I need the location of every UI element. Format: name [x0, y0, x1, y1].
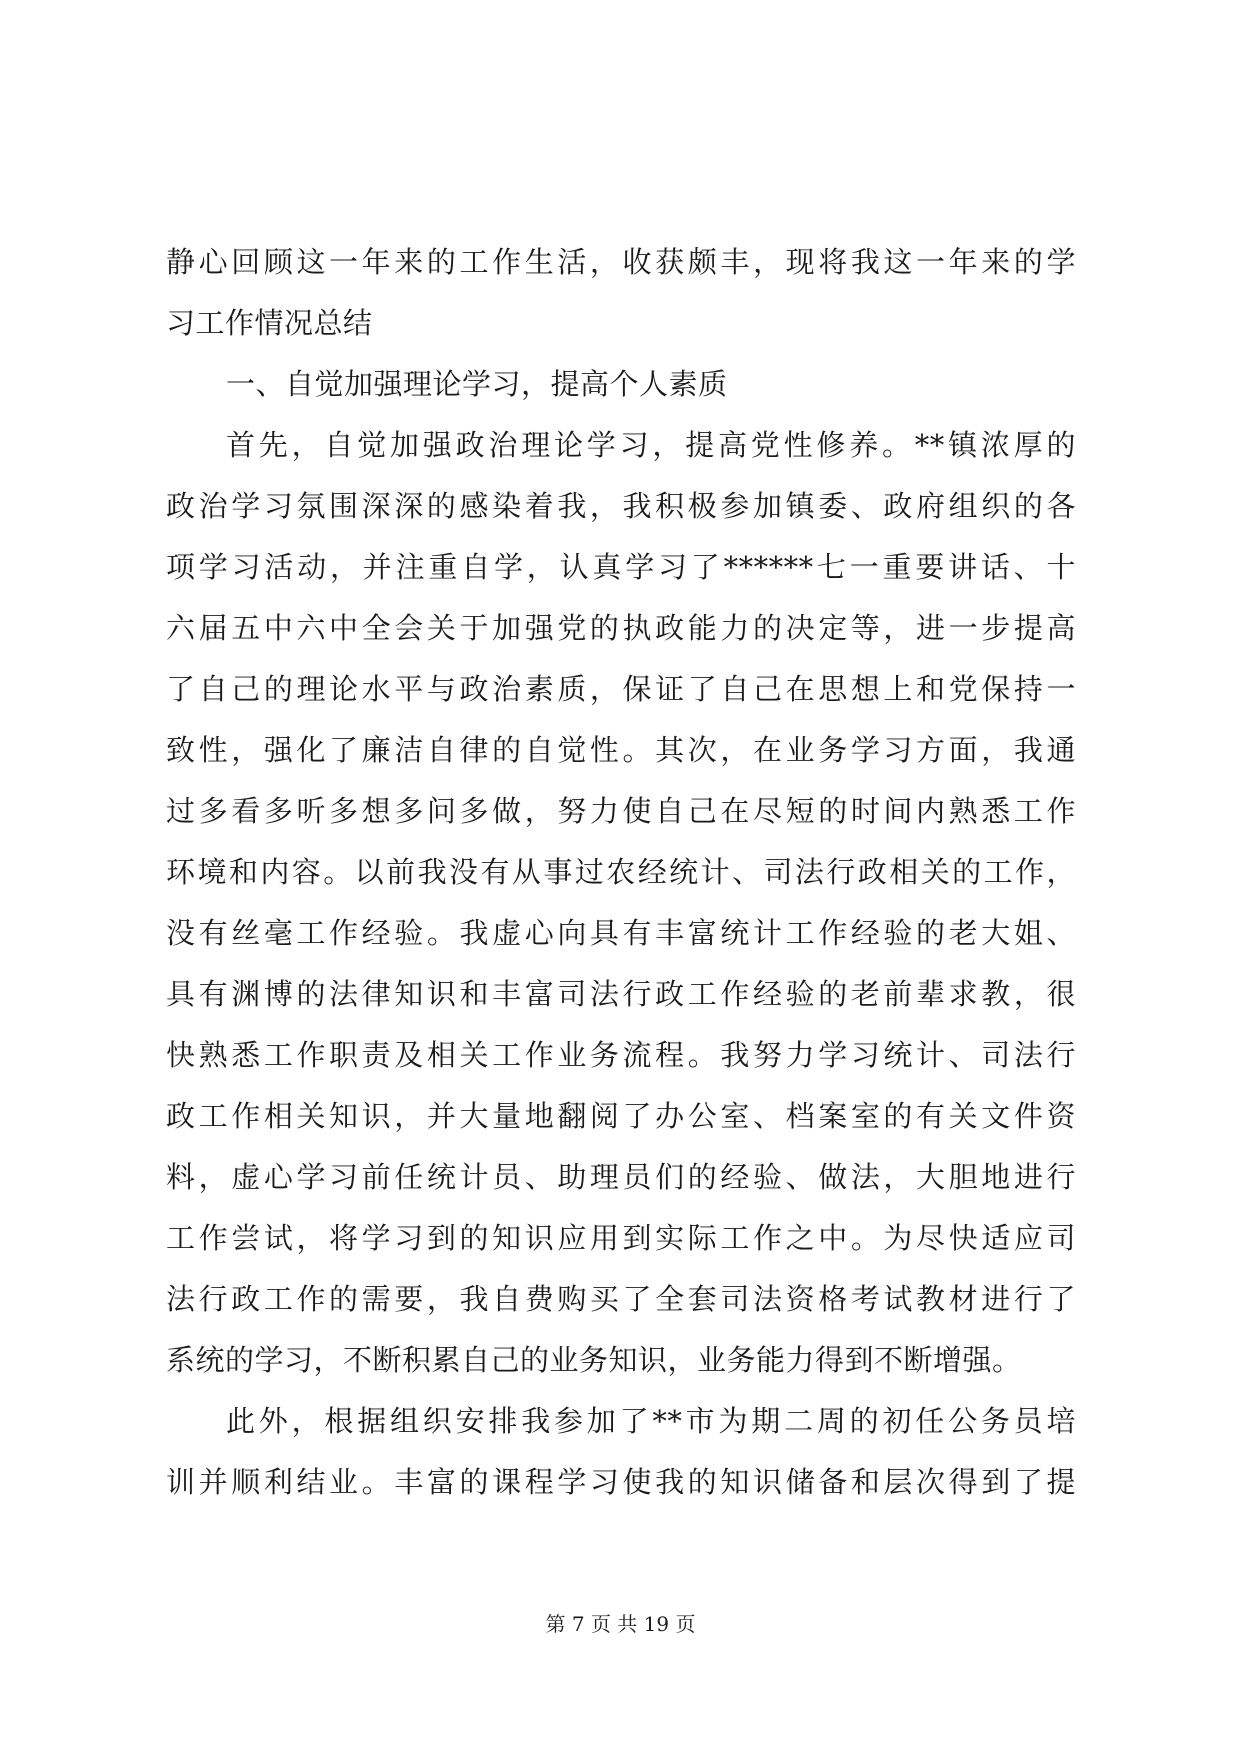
text-line-12: 没有丝毫工作经验。我虚心向具有丰富统计工作经验的老大姐、	[166, 916, 1076, 950]
text-line-6: 项学习活动，并注重自学，认真学习了******七一重要讲话、十	[166, 550, 1076, 584]
text-line-11: 环境和内容。以前我没有从事过农经统计、司法行政相关的工作，	[166, 855, 1076, 889]
text-line-8: 了自己的理论水平与政治素质，保证了自己在思想上和党保持一	[166, 672, 1076, 706]
text-line-15: 政工作相关知识，并大量地翻阅了办公室、档案室的有关文件资	[166, 1099, 1076, 1133]
text-line-21: 训并顺利结业。丰富的课程学习使我的知识储备和层次得到了提	[166, 1465, 1076, 1499]
text-line-10: 过多看多听多想多问多做，努力使自己在尽短的时间内熟悉工作	[166, 794, 1076, 828]
body-text	[166, 232, 1076, 1513]
text-line-20: 此外，根据组织安排我参加了**市为期二周的初任公务员培	[226, 1404, 1076, 1438]
text-line-5: 政治学习氛围深深的感染着我，我积极参加镇委、政府组织的各	[166, 489, 1076, 523]
page-footer: 第 7 页 共 19 页	[545, 1612, 696, 1636]
text-line-16: 料，虚心学习前任统计员、助理员们的经验、做法，大胆地进行	[166, 1160, 1076, 1194]
text-line-19: 系统的学习，不断积累自己的业务知识，业务能力得到不断增强。	[166, 1343, 1022, 1377]
text-line-2: 习工作情况总结	[166, 306, 373, 340]
text-line-1: 静心回顾这一年来的工作生活，收获颇丰，现将我这一年来的学	[166, 245, 1076, 279]
text-line-18: 法行政工作的需要，我自费购买了全套司法资格考试教材进行了	[166, 1282, 1076, 1316]
text-line-4: 首先，自觉加强政治理论学习，提高党性修养。**镇浓厚的	[226, 428, 1076, 462]
text-line-17: 工作尝试，将学习到的知识应用到实际工作之中。为尽快适应司	[166, 1221, 1076, 1255]
section-heading: 一、自觉加强理论学习，提高个人素质	[226, 367, 728, 401]
text-line-7: 六届五中六中全会关于加强党的执政能力的决定等，进一步提高	[166, 611, 1076, 645]
text-line-13: 具有渊博的法律知识和丰富司法行政工作经验的老前辈求教，很	[166, 977, 1076, 1011]
text-line-14: 快熟悉工作职责及相关工作业务流程。我努力学习统计、司法行	[166, 1038, 1076, 1072]
text-line-9: 致性，强化了廉洁自律的自觉性。其次，在业务学习方面，我通	[166, 733, 1076, 767]
